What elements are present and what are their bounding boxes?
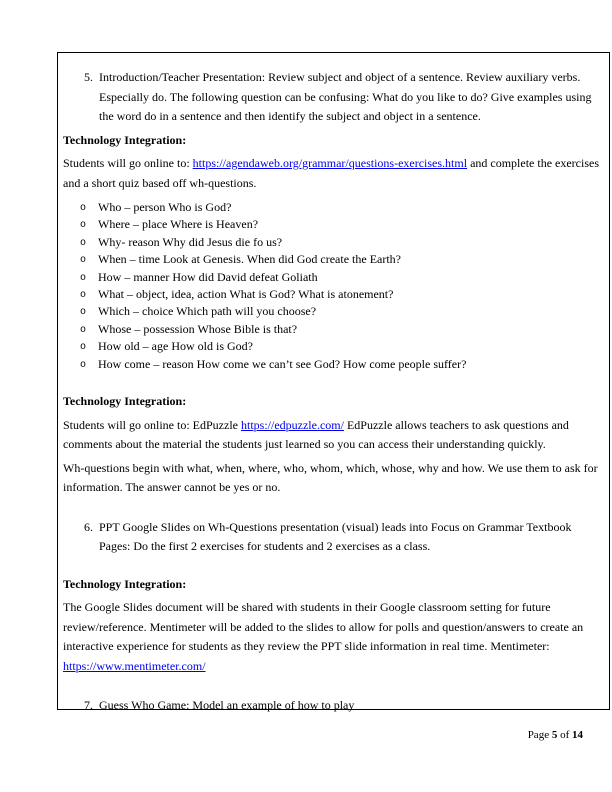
page-footer (528, 728, 583, 742)
item-text: Guess Who Game: Model an example of how to play (99, 698, 355, 713)
bullet-text: How – manner How did David defeat Goliath (98, 269, 318, 284)
bullet-marker: o (80, 324, 87, 336)
bullet-item-where (63, 216, 603, 233)
bullet-marker: o (80, 237, 87, 249)
tech2-paragraph-prefix: Students will go online to: EdPuzzle (63, 417, 241, 432)
bullet-marker: o (80, 220, 87, 232)
numbered-item-6 (63, 518, 603, 557)
technology-integration-heading-1: Technology Integration: (63, 132, 187, 147)
of-label: of (560, 729, 570, 741)
agendaweb-link[interactable]: https://agendaweb.org/grammar/questions-exercises.html (192, 156, 468, 170)
bullet-marker: o (80, 342, 87, 354)
bullet-item-why (63, 234, 603, 251)
bullet-marker: o (80, 203, 87, 214)
item-text: Introduction/Teacher Presentation: Review subject and object of a sentence. Review auxiliary verbs. Especially do. The following question can be confusing: What do you like to do? Give examples using the word do in a sentence and then identify the subject and object in a sentence. (99, 70, 592, 123)
technology-integration-heading-2: Technology Integration: (63, 394, 187, 409)
wh-questions-bullet-list (63, 199, 603, 373)
numbered-item-7 (63, 696, 603, 716)
bullet-item-how-old (63, 338, 603, 355)
item-number: 6. (84, 519, 93, 534)
tech3-paragraph (63, 598, 603, 676)
page-number-total: 14 (572, 729, 583, 741)
tech1-paragraph-prefix: Students will go online to: (63, 156, 193, 170)
mentimeter-link[interactable]: https://www.mentimeter.com/ (63, 658, 206, 673)
page-label: Page (527, 729, 550, 741)
wh-questions-info-paragraph: Wh-questions begin with what, when, where, who, whom, which, whose, why and how. We use them to ask for information. The answer cannot be yes or no. (63, 460, 598, 495)
technology-integration-heading-3: Technology Integration: (63, 576, 187, 591)
tech2-paragraph (63, 416, 603, 455)
bullet-text: When – time Look at Genesis. When did God create the Earth? (98, 252, 402, 267)
bullet-item-how (63, 269, 603, 286)
bullet-item-when (63, 251, 603, 268)
bullet-item-who (63, 199, 603, 216)
bullet-text: How come – reason How come we can’t see God? How come people suffer? (98, 356, 467, 371)
item-number: 7. (84, 698, 93, 713)
bullet-text: Where – place Where is Heaven? (98, 217, 259, 232)
page-number-current: 5 (551, 729, 558, 741)
bullet-text: How old – age How old is God? (98, 339, 253, 354)
bullet-marker: o (80, 307, 87, 319)
bullet-text: Which – choice Which path will you choose? (98, 304, 317, 319)
bullet-item-whose (63, 321, 603, 338)
edpuzzle-link[interactable]: https://edpuzzle.com/ (240, 417, 344, 432)
bullet-marker: o (80, 290, 87, 302)
numbered-item-5 (63, 68, 603, 127)
content-border-frame (57, 52, 610, 713)
item-number: 5. (84, 70, 93, 84)
tech1-paragraph (63, 154, 603, 193)
bullet-text: Why- reason Why did Jesus die fo us? (98, 234, 283, 249)
bullet-text: What – object, idea, action What is God? What is atonement? (98, 287, 394, 302)
bullet-item-what (63, 286, 603, 303)
bullet-item-which (63, 303, 603, 320)
bullet-text: Who – person Who is God? (98, 200, 232, 214)
item-text: PPT Google Slides on Wh-Questions presentation (visual) leads into Focus on Grammar Textbook Pages: Do the first 2 exercises for students and 2 exercises as a class. (99, 519, 572, 554)
bullet-text: Whose – possession Whose Bible is that? (98, 321, 298, 336)
bullet-marker: o (80, 255, 87, 267)
bullet-marker: o (80, 359, 87, 371)
bullet-item-how-come (63, 356, 603, 373)
tech1-paragraph-suffix: and complete the exercises and a short quiz based off wh-questions. (63, 156, 600, 190)
bullet-marker: o (80, 272, 87, 284)
tech3-paragraph-prefix: The Google Slides document will be shared with students in their Google classroom setting for future review/reference. Mentimeter will be added to the slides to allow for polls and question/answers to create an interactive experience for students as they review the PPT slide information in real time. Mentimeter: (63, 600, 584, 654)
tech2-paragraph-suffix: EdPuzzle allows teachers to ask questions and comments about the material the students just learned so you can access their understanding quickly. (63, 417, 569, 452)
